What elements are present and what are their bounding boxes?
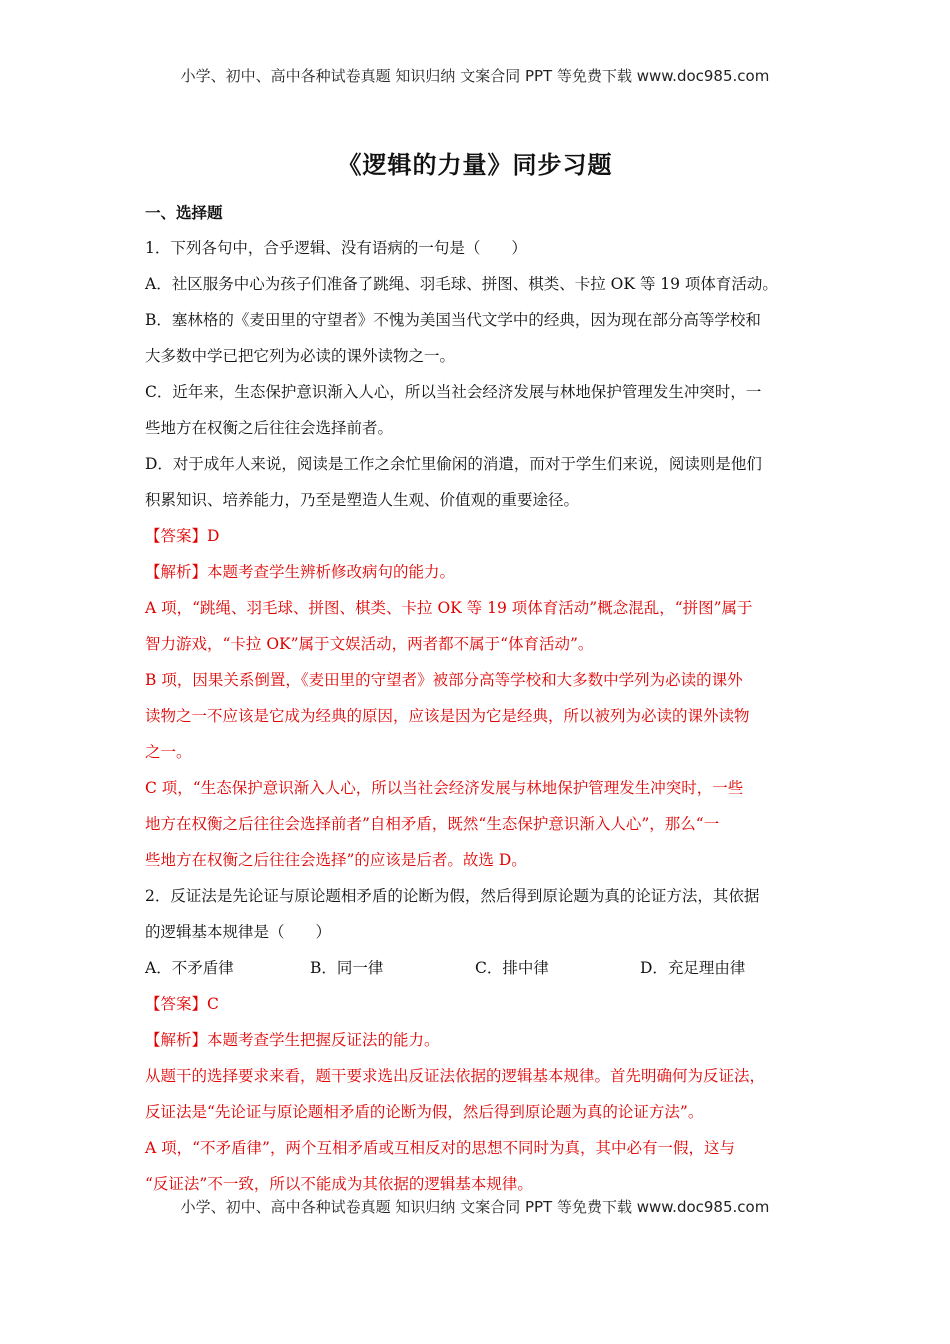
q2-option-c: C．排中律 (475, 959, 549, 977)
q2-explain-a-line1: A 项，“不矛盾律”，两个互相矛盾或互相反对的思想不同时为真，其中必有一假，这与 (145, 1139, 735, 1157)
q1-explain-b-line3: 之一。 (145, 743, 192, 761)
q1-explain-c-line1: C 项，“生态保护意识渐入人心，所以当社会经济发展与林地保护管理发生冲突时，一些 (145, 779, 744, 797)
q2-answer: 【答案】C (145, 995, 219, 1013)
q2-explain-a-line2: “反证法”不一致，所以不能成为其依据的逻辑基本规律。 (145, 1175, 533, 1193)
q1-answer: 【答案】D (145, 527, 220, 545)
footer-banner: 小学、初中、高中各种试卷真题 知识归纳 文案合同 PPT 等免费下载 www.doc985.com (180, 1198, 770, 1216)
q1-option-a: A．社区服务中心为孩子们准备了跳绳、羽毛球、拼图、棋类、卡拉 OK 等 19 项体育活动。 (145, 275, 778, 293)
q2-explain-line2: 反证法是“先论证与原论题相矛盾的论断为假，然后得到原论题为真的论证方法”。 (145, 1103, 704, 1121)
q2-options (145, 950, 810, 986)
q2-option-a: A．不矛盾律 (145, 959, 234, 977)
q2-stem-line2: 的逻辑基本规律是（ ） (145, 923, 332, 941)
q1-explain-c-line3: 些地方在权衡之后往往会选择”的应该是后者。故选 D。 (145, 851, 527, 869)
q2-option-d: D．充足理由律 (640, 959, 746, 977)
q1-explain-a-line1: A 项，“跳绳、羽毛球、拼图、棋类、卡拉 OK 等 19 项体育活动”概念混乱，“拼图”属于 (145, 599, 753, 617)
q1-explain-c-line2: 地方在权衡之后往往会选择前者”自相矛盾，既然“生态保护意识渐入人心”，那么“一 (145, 815, 720, 833)
page-title: 《逻辑的力量》同步习题 (337, 150, 613, 179)
q1-explain-b-line1: B 项，因果关系倒置，《麦田里的守望者》被部分高等学校和大多数中学列为必读的课外 (145, 671, 743, 689)
q1-option-d-line2: 积累知识、培养能力，乃至是塑造人生观、价值观的重要途径。 (145, 491, 580, 509)
q1-explain-a-line2: 智力游戏，“卡拉 OK”属于文娱活动，两者都不属于“体育活动”。 (145, 635, 594, 653)
document-body (145, 200, 810, 1202)
q2-analysis: 【解析】本题考查学生把握反证法的能力。 (145, 1031, 440, 1049)
q1-option-c-line2: 些地方在权衡之后往往会选择前者。 (145, 419, 394, 437)
q1-option-b-line1: B．塞林格的《麦田里的守望者》不愧为美国当代文学中的经典，因为现在部分高等学校和 (145, 311, 761, 329)
q2-explain-line1: 从题干的选择要求来看，题干要求选出反证法依据的逻辑基本规律。首先明确何为反证法， (145, 1067, 766, 1085)
q1-analysis: 【解析】本题考查学生辨析修改病句的能力。 (145, 563, 456, 581)
header-banner: 小学、初中、高中各种试卷真题 知识归纳 文案合同 PPT 等免费下载 www.doc985.com (180, 67, 770, 85)
q2-stem-line1: 2．反证法是先论证与原论题相矛盾的论断为假，然后得到原论题为真的论证方法，其依据 (145, 887, 760, 905)
q1-option-b-line2: 大多数中学已把它列为必读的课外读物之一。 (145, 347, 456, 365)
q2-option-b: B．同一律 (310, 959, 384, 977)
q1-explain-b-line2: 读物之一不应该是它成为经典的原因，应该是因为它是经典，所以被列为必读的课外读物 (145, 707, 750, 725)
section-heading: 一、选择题 (145, 203, 223, 222)
q1-option-d-line1: D．对于成年人来说，阅读是工作之余忙里偷闲的消遣，而对于学生们来说，阅读则是他们 (145, 455, 762, 473)
q1-stem: 1．下列各句中，合乎逻辑、没有语病的一句是（ ） (145, 239, 527, 257)
q1-option-c-line1: C．近年来，生态保护意识渐入人心，所以当社会经济发展与林地保护管理发生冲突时，一 (145, 383, 762, 401)
